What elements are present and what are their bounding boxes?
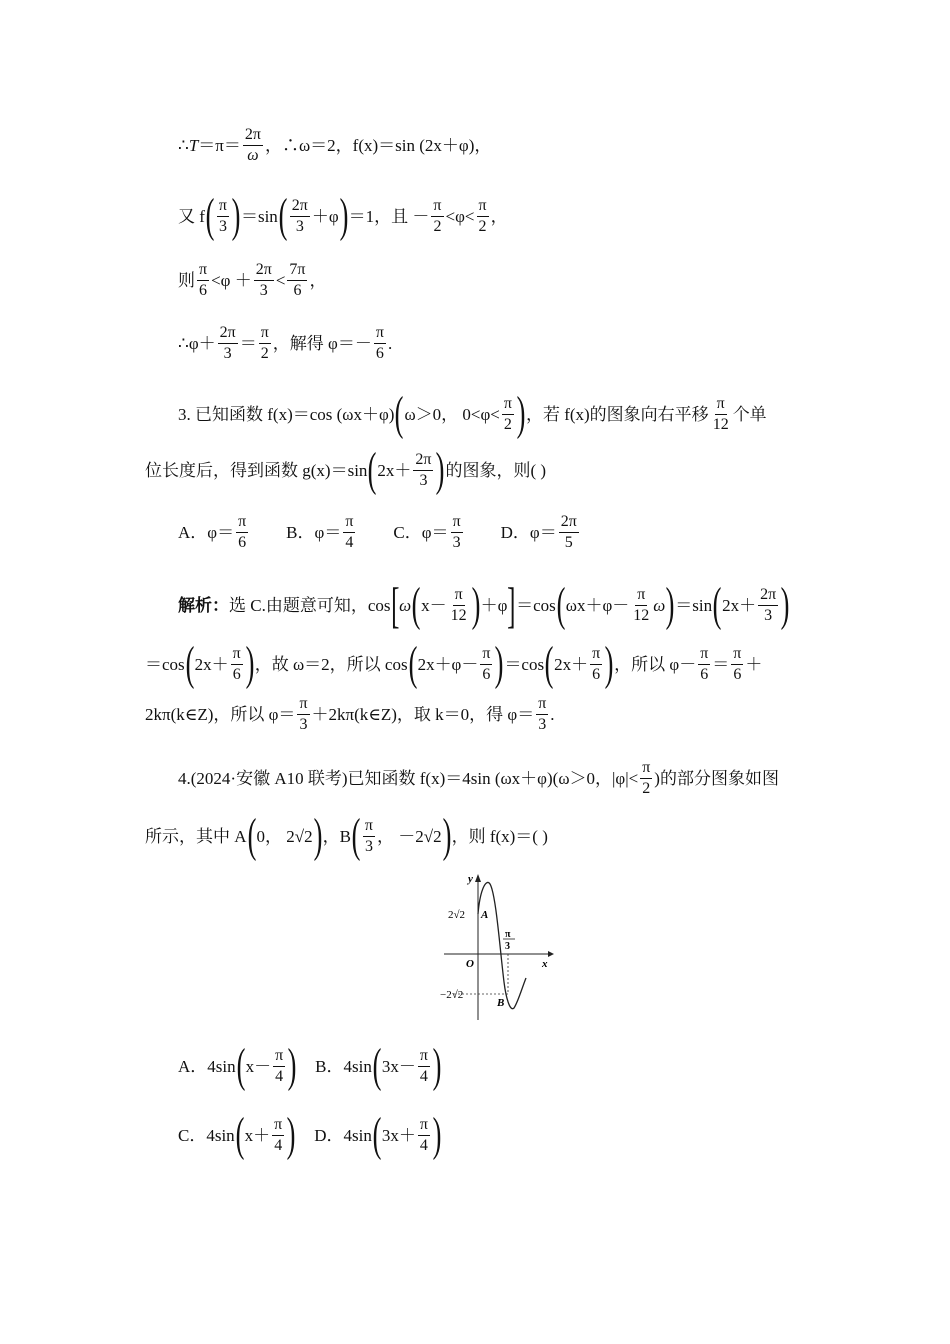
question3-line1: 3. 已知函数 f(x)＝cos (ωx＋φ) ( ω＞0， 0<φ< $\frac{\pi}{2}$ ) ，若 f(x)的图象向右平移 $\frac{\pi}{12}$ 个单 (178, 387, 767, 440)
text: 又 f (178, 206, 205, 226)
paren-group: ( $\frac{\pi}{3}$ ) (205, 189, 241, 242)
question4-options-row1 (178, 1039, 478, 1092)
solution2-line1 (178, 127, 491, 164)
paren-group: ( $\frac{2\pi}{3}$ ＋φ ) (278, 189, 349, 242)
min-value-label: −2√2 (440, 989, 464, 1001)
option-b[interactable]: B．4sin ( 3x－ $\frac{\pi}{4}$ ) (315, 1039, 442, 1092)
option-d[interactable]: D．4sin ( 3x＋ $\frac{\pi}{4}$ ) (314, 1108, 442, 1161)
question3-line2: 位长度后，得到函数 g(x)＝sin ( 2x＋ $\frac{2\pi}{3}$ ) 的图象，则( ) (145, 443, 547, 496)
solution3-line1: 解析： 选 C.由题意可知，cos [ ω ( x－ $\frac{\pi}{12}$ ) ＋φ ] ＝cos ( ωx＋φ－ $\frac{\pi}{12}$ ω ) ＝sin ( 2x＋ $\frac{2\pi}{3}$ ) (178, 577, 790, 633)
period-symbol: T (188, 136, 199, 155)
text: ＝sin (240, 206, 278, 226)
solution3-line2: ＝cos ( 2x＋ $\frac{\pi}{6}$ ) ，故 ω＝2，所以 cos ( 2x＋φ－ $\frac{\pi}{6}$ ) ＝cos ( 2x＋ $\frac{\pi}{6}$ ) ，所以 φ－ $\frac{\pi}{6}$ ＝ $\frac{\pi}{6}$ ＋ (145, 637, 763, 690)
sine-curve (478, 882, 526, 1008)
point-a-label: A (481, 909, 489, 921)
therefore-symbol: ∴ (178, 136, 189, 155)
analysis-label: 解析： (178, 595, 229, 615)
point-b-label: B (497, 997, 505, 1009)
question3-options (178, 514, 617, 551)
solution2-line4: ∴φ＋ $\frac{2\pi}{3}$ ＝ $\frac{\pi}{2}$ ，解得 φ＝－ $\frac{\pi}{6}$ . (178, 324, 393, 362)
question4-line1: 4.(2024·安徽 A10 联考)已知函数 f(x)＝4sin (ωx＋φ)(ω＞0，|φ|< $\frac{\pi}{2}$ )的部分图象如图 (178, 759, 779, 797)
sine-graph (440, 870, 556, 1024)
y-arrow-icon (475, 874, 481, 882)
option-a[interactable]: A．4sin ( x－ $\frac{\pi}{4}$ ) (178, 1039, 297, 1092)
solution3-line3: 2kπ(k∈Z)，所以 φ＝ $\frac{\pi}{3}$ ＋2kπ(k∈Z)，取 k＝0，得 φ＝ $\frac{\pi}{3}$ . (145, 695, 555, 733)
pi-over-3-den: 3 (505, 941, 510, 952)
option-a[interactable]: A．φ＝ $\frac{\pi}{6}$ (178, 513, 247, 551)
solution2-line3: 则 $\frac{\pi}{6}$ <φ ＋ $\frac{2\pi}{3}$ < $\frac{7\pi}{6}$ ， (178, 261, 327, 299)
x-arrow-icon (548, 951, 554, 957)
pi-over-3-num: π (505, 929, 511, 940)
fraction: $\frac{2\pi}{\omega}$ (244, 126, 261, 164)
text: ＝1，且 － (348, 206, 430, 226)
y-label: y (468, 873, 473, 885)
origin-label: O (466, 958, 474, 970)
option-b[interactable]: B．φ＝ $\frac{\pi}{4}$ (286, 513, 354, 551)
question4-options-row2 (178, 1108, 478, 1161)
text: ，∴ω＝2， (264, 136, 353, 155)
question4-line2: 所示，其中 A ( 0， 2√2 ) ，B ( $\frac{\pi}{3}$ ， －2√2 ) ，则 f(x)＝( ) (145, 809, 548, 862)
option-c[interactable]: C．φ＝ $\frac{\pi}{3}$ (393, 513, 461, 551)
max-value-label: 2√2 (448, 909, 466, 921)
function-graph-figure (440, 870, 556, 1024)
option-d[interactable]: D．φ＝ $\frac{2\pi}{5}$ (500, 513, 577, 551)
option-c[interactable]: C．4sin ( x＋ $\frac{\pi}{4}$ ) (178, 1108, 296, 1161)
text: f(x)＝sin (2x＋φ)， (352, 136, 492, 155)
x-label: x (542, 958, 548, 970)
text: ＝π＝ (198, 136, 241, 155)
solution2-line2: 又 f ( $\frac{\pi}{3}$ ) ＝sin ( $\frac{2\pi}{3}$ ＋φ ) ＝1，且 － $\frac{\pi}{2}$ <φ< $\frac{\pi}{2}$ ， (178, 189, 508, 242)
